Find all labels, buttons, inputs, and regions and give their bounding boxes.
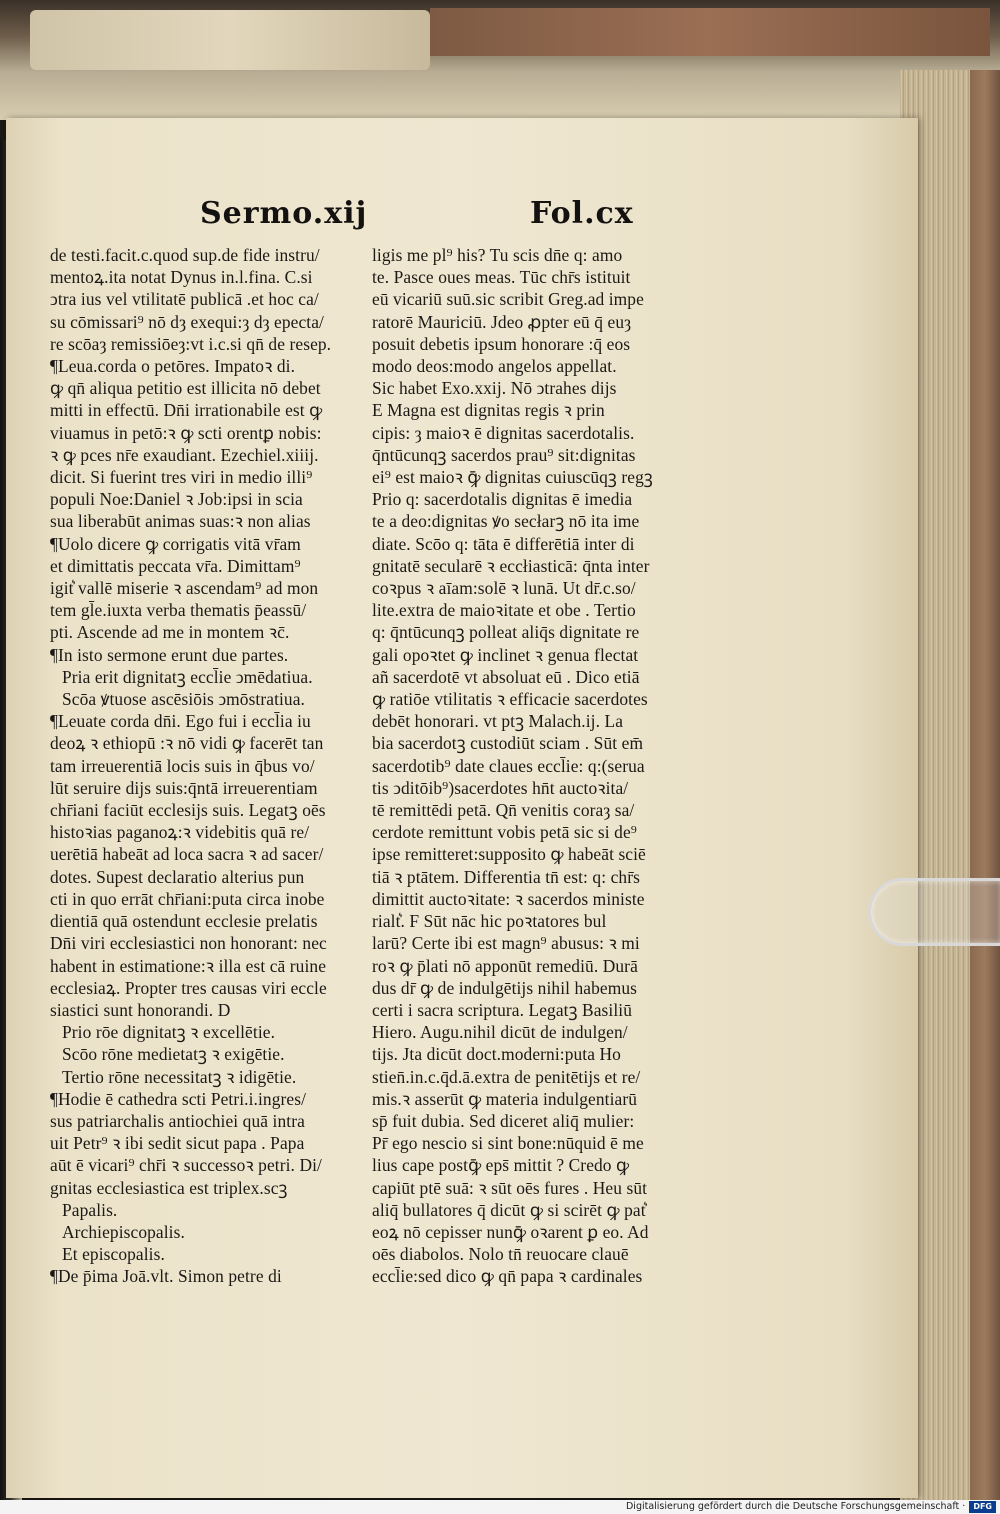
text-line: Hiero. Augu.nihil dicūt de indulgen/ (372, 1022, 628, 1043)
text-line: et dimittatis peccata vr̄a. Dimittam⁹ (50, 555, 301, 576)
text-line: gali opoꝛtet ꝙ inclinet ꝛ genua flectat (372, 644, 639, 665)
text-line: dotes. Supest declaratio alterius pun (50, 866, 305, 887)
text-line: mentoꝝ.ita notat Dynus in.l.fina. C.si (50, 267, 313, 288)
running-header-left: Sermo.xij (200, 196, 368, 231)
text-line: uit Petr⁹ ꝛ ibi sedit sicut papa . Papa (50, 1133, 305, 1154)
text-line: cipis: ȝ maioꝛ ē dignitas sacerdotalis. (372, 422, 635, 443)
text-line: dientiā quā ostendunt ecclesie prelatis (50, 911, 318, 932)
text-line: oēs diabolos. Nolo tn̄ reuocare clauē (372, 1244, 629, 1265)
dfg-logo: DFG (969, 1501, 996, 1513)
text-line: su cōmissari⁹ nō dȝ exequi:ȝ dȝ epecta/ (50, 311, 324, 332)
text-line: cerdote remittunt vobis petā sic si de⁹ (372, 822, 637, 843)
text-line: sacerdotib⁹ date claues eccl̄ie: q:(serua (372, 755, 645, 776)
text-line: te. Pasce oues meas. Tūc chr̄s istituit (372, 267, 631, 288)
text-line: mitti in effectū. Dn̄i irrationabile est ꝙ (50, 400, 323, 421)
text-line: Sic habet Exo.xxij. Nō ↄtrahes dijs (372, 378, 617, 399)
text-line: stien̄.in.c.q̄d.ā.extra de penitētijs et re/ (372, 1066, 641, 1087)
book-cover-edge (970, 70, 1000, 1500)
text-line: Prio q: sacerdotalis dignitas ē imedia (372, 489, 633, 510)
text-line: ꝛ ꝙ pces nr̄e exaudiant. Ezechiel.xiiij. (50, 444, 319, 465)
book-top-edge (0, 0, 1000, 120)
text-line: ↄtra ius vel vtilitatē publicā .et hoc ca/ (50, 289, 319, 310)
text-line: dimittit auctoꝛitate: ꝛ sacerdos ministe (372, 888, 645, 909)
text-line: Tertio rōne necessitatꝫ ꝛ idigētie. (62, 1066, 297, 1087)
digitization-footer (0, 1500, 1000, 1514)
text-line: aūt ē vicari⁹ chr̄i ꝛ successoꝛ petri. Di/ (50, 1155, 322, 1176)
text-line: posuit debetis ipsum honorare :q̄ eos (372, 333, 631, 354)
text-line: Dn̄i viri ecclesiastici non honorant: nec (50, 933, 327, 954)
text-line: te a deo:dignitas ꝟo secłarꝫ nō ita ime (372, 511, 640, 532)
text-line: ecclesiaꝝ. Propter tres causas viri eccle (50, 977, 327, 998)
text-line: ratorē Mauriciū. Jdeo ꝓpter eū q̄ euȝ (372, 311, 632, 332)
text-line: certi i sacra scriptura. Legatꝫ Basiliū (372, 999, 633, 1020)
text-line: Archiepiscopalis. (62, 1221, 185, 1242)
text-line: sus patriarchalis antiochiei quā intra (50, 1110, 305, 1131)
text-line: uerētiā habeāt ad loca sacra ꝛ ad sacer/ (50, 844, 324, 865)
text-line: bia sacerdotꝫ custodiūt sciam . Sūt em̄ (372, 733, 644, 754)
text-line: eū vicariū suū.sic scribit Greg.ad impe (372, 289, 644, 310)
text-line: populi Noe:Daniel ꝛ Job:ipsi in scia (50, 489, 303, 510)
text-line: siastici sunt honorandi. D (50, 999, 231, 1020)
text-line: viuamus in petō:ꝛ ꝙ scti orentꝑ nobis: (50, 422, 322, 443)
text-line: larū? Certe ibi est magn⁹ abusus: ꝛ mi (372, 933, 640, 954)
text-line: dicit. Si fuerint tres viri in medio illi⁹ (50, 467, 313, 488)
text-line: ¶Hodie ē cathedra scti Petri.i.ingres/ (50, 1088, 307, 1109)
text-line: sp̄ fuit dubia. Sed diceret aliq̄ mulier: (372, 1110, 635, 1131)
text-line: E Magna est dignitas regis ꝛ prin (372, 400, 605, 421)
text-line: tiā ꝛ ptātem. Differentia tn̄ est: q: chr̄s (372, 866, 640, 887)
text-line: añ sacerdotē vt absoluat eū . Dico etiā (372, 666, 640, 687)
text-line: sua liberabūt animas suas:ꝛ non alias (50, 511, 311, 532)
text-line: Scōo rōne medietatꝫ ꝛ exigētie. (62, 1044, 285, 1065)
book-headband (30, 10, 430, 70)
text-line: tem gl̄e.iuxta verba thematis p̄eassū/ (50, 600, 307, 621)
text-line: lite.extra de maioꝛitate et obe . Tertio (372, 600, 636, 621)
text-line: gnitatē secularē ꝛ eccłiasticā: q̄nta inter (372, 555, 650, 576)
text-line: diate. Scōo q: tāta ē differētiā inter di (372, 533, 635, 554)
text-line: Pr̄ ego nescio si sint bone:nūquid ē me (372, 1133, 644, 1154)
text-line: ipse remitteret:supposito ꝙ habeāt sciē (372, 844, 646, 865)
text-line: q̄ntūcunqꝫ sacerdos prau⁹ sit:dignitas (372, 444, 636, 465)
text-line: lūt seruire dijs suis:q̄ntā irreuerentiam (50, 777, 318, 798)
text-line: tis ↄditōib⁹)sacerdotes hn̄t auctoꝛita/ (372, 777, 629, 798)
text-line: Pria erit dignitatꝫ eccl̄ie ↄmēdatiua. (62, 666, 313, 687)
text-line: eoꝝ nō cepisser nunꝙ̄ oꝛarent ꝑ eo. Ad (372, 1221, 649, 1242)
text-line: dus dr̄ ꝙ de indulgētijs nihil habemus (372, 977, 638, 998)
text-line: Papalis. (62, 1199, 118, 1220)
text-line: ¶Leuate corda dn̄i. Ego fui i eccl̄ia iu (50, 711, 311, 732)
text-line: mis.ꝛ asserūt ꝙ materia indulgentiarū (372, 1088, 638, 1109)
text-line: debēt honorari. vt ptꝫ Malach.ij. La (372, 711, 624, 732)
text-line: aliq̄ bullatores q̄ dicūt ꝙ si scirēt ꝙ pat͛ (372, 1199, 646, 1220)
text-line: Prio rōe dignitatꝫ ꝛ excellētie. (62, 1022, 276, 1043)
text-line: pti. Ascende ad me in montem ꝛc̄. (50, 622, 290, 643)
text-line: tē remittēdi petā. Qn̄ venitis coraȝ sa/ (372, 800, 635, 821)
text-line: q: q̄ntūcunqꝫ polleat aliq̄s dignitate re (372, 622, 640, 643)
text-line: Scōa ꝟtuose ascēsiōis ↄmōstratiua. (62, 689, 305, 710)
text-line: ¶In isto sermone erunt due partes. (50, 644, 289, 665)
text-line: Et episcopalis. (62, 1244, 165, 1265)
text-line: ¶Leua.corda o petōres. Impatoꝛ di. (50, 356, 296, 377)
text-line: chr̄iani faciūt ecclesijs suis. Legatꝫ oēs (50, 800, 326, 821)
text-line: deoꝝ ꝛ ethiopū :ꝛ nō vidi ꝙ facerēt tan (50, 733, 324, 754)
text-line: histoꝛias paganoꝝ:ꝛ videbitis quā re/ (50, 822, 310, 843)
text-line: lius cape postꝙ̄ eps̄ mittit ? Credo ꝙ (372, 1155, 630, 1176)
text-line: ꝙ ratiōe vtilitatis ꝛ efficacie sacerdotes (372, 689, 648, 710)
text-line: eccl̄ie:sed dico ꝙ qn̄ papa ꝛ cardinales (372, 1266, 643, 1287)
footer-credit: Digitalisierung gefördert durch die Deutsche Forschungsgemeinschaft · (625, 1501, 966, 1512)
text-line: gnitas ecclesiastica est triplex.scꝫ (50, 1177, 288, 1198)
text-line: igit͛ vallē miserie ꝛ ascendam⁹ ad mon (50, 578, 319, 599)
text-line: cti in quo errāt chr̄iani:puta circa inobe (50, 888, 325, 909)
text-line: ¶Uolo dicere ꝙ corrigatis vitā vr̄am (50, 533, 301, 554)
text-line: habent in estimatione:ꝛ illa est cā ruine (50, 955, 327, 976)
text-line: modo deos:modo angelos appellat. (372, 356, 617, 377)
text-line: de testi.facit.c.quod sup.de fide instru/ (50, 245, 320, 265)
text-line: tijs. Jta dicūt doct.moderni:puta Ho (372, 1044, 621, 1065)
text-column-left (50, 244, 390, 1288)
page-clip (868, 878, 1000, 946)
text-line: tam irreuerentiā locis suis in q̄bus vo/ (50, 755, 315, 776)
text-line: capiūt ptē suā: ꝛ sūt oēs fures . Heu sūt (372, 1177, 648, 1198)
book-cover-leather (430, 8, 990, 56)
text-line: ¶De p̄ima Joā.vlt. Simon petre di (50, 1266, 282, 1287)
text-line: ei⁹ est maioꝛ ꝙ̄ dignitas cuiuscūqꝫ regꝫ (372, 467, 653, 488)
text-column-right (372, 244, 722, 1288)
text-line: ꝙ qn̄ aliqua petitio est illicita nō debet (50, 378, 321, 399)
text-line: roꝛ ꝙ p̄lati nō apponūt remediū. Durā (372, 955, 638, 976)
text-line: rialt͛. F Sūt nāc hic poꝛtatores bul (372, 911, 607, 932)
running-header-right: Fol.cx (530, 196, 634, 231)
text-line: ligis me pl⁹ his? Tu scis dn̄e q: amo (372, 245, 623, 265)
text-line: coꝛpus ꝛ aīam:solē ꝛ lunā. Ut dr̄.c.so/ (372, 578, 636, 599)
text-line: re scōaȝ remissiōeȝ:vt i.c.si qn̄ de resep. (50, 333, 332, 354)
